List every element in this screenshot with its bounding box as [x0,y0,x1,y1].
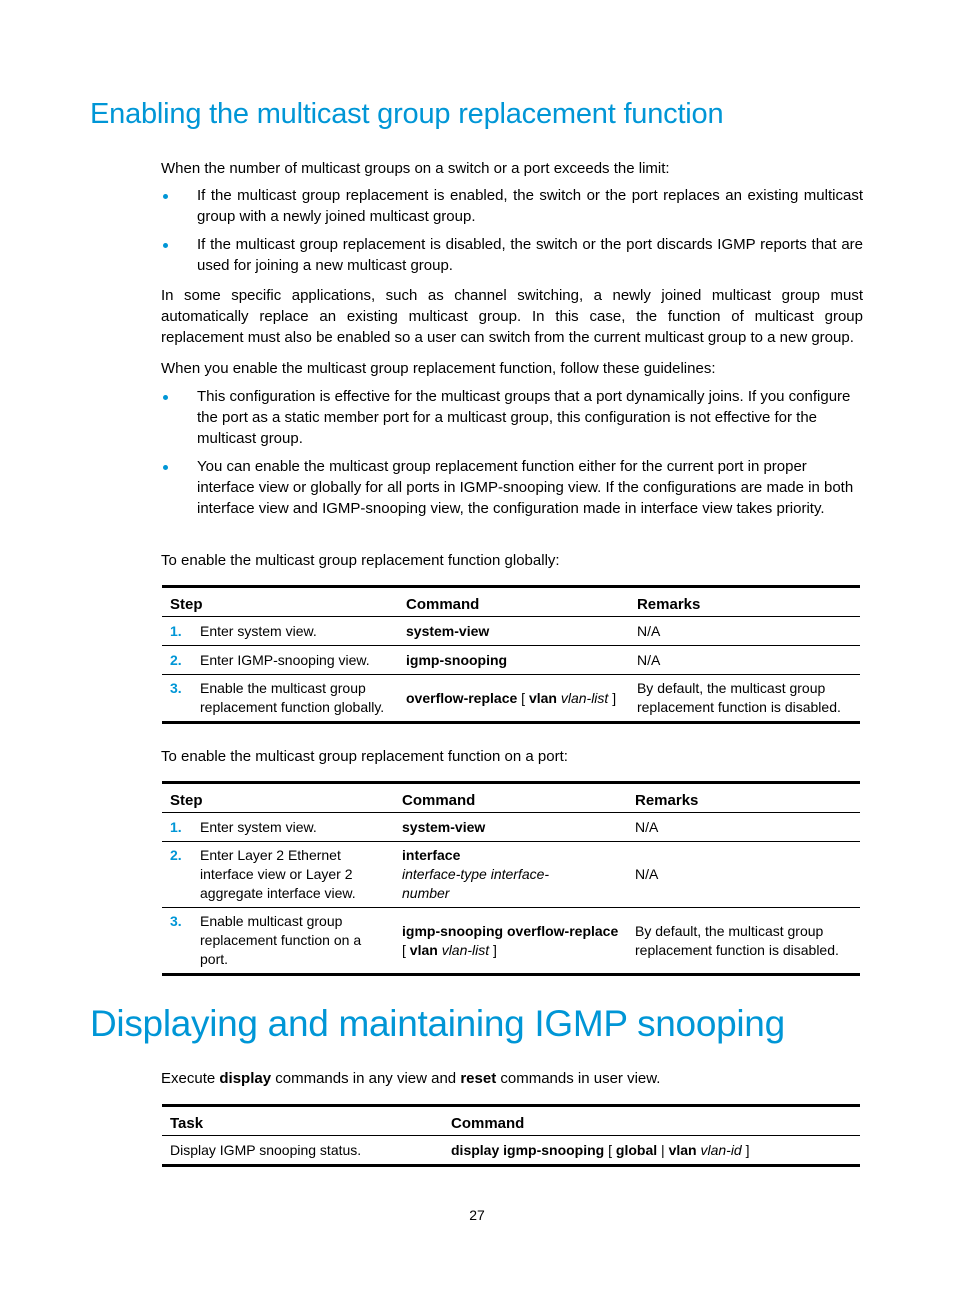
section-title-multicast-replacement: Enabling the multicast group replacement function [90,98,724,130]
section-title-displaying-igmp: Displaying and maintaining IGMP snooping [90,1003,785,1044]
table-row [162,813,860,842]
command-text: igmp-snooping overflow-replace [ vlan vlan-list ] [402,922,619,958]
bullet-text: If the multicast group replacement is disabled, the switch or the port discards IGMP reports that are used for joining a new multicast group. [197,236,863,274]
step-number: 1. [170,818,182,835]
command-text: system-view [402,818,486,835]
step-text: Enter system view. [200,622,317,639]
bullet-text: You can enable the multicast group replacement function either for the current port in proper interface view or globally for all ports in IGMP-snooping view. If the configurations are made in both interface view and IGMP-snooping view, the configuration made in interface view takes priority. [197,458,854,517]
step-number: 3. [170,680,182,696]
table-row [162,908,860,975]
step-text: Enter IGMP-snooping view. [200,651,370,668]
display-commands-table [162,1104,860,1167]
bullet-item [161,386,863,449]
bullet-dot-icon [163,243,168,248]
command-text: overflow-replace [ vlan vlan-list ] [406,689,617,706]
table-row [162,617,860,646]
page-number: 27 [469,1207,485,1223]
bullet-item [161,456,863,519]
col-header-task: Task [170,1115,204,1132]
col-header-remarks: Remarks [636,596,701,613]
global-config-table [162,585,860,724]
bullet-item [161,185,863,227]
bullet-dot-icon [163,194,168,199]
table1-intro: To enable the multicast group replacement function globally: [161,552,560,569]
col-header-remarks: Remarks [635,792,699,809]
step-number: 3. [170,913,182,929]
bullet-item [161,234,863,276]
table-header-row [162,783,860,813]
remarks-text: N/A [636,651,661,668]
step-text: Enable multicast group replacement function on a port. [200,913,362,967]
col-header-command: Command [406,596,480,613]
remarks-text: N/A [635,818,659,835]
intro-paragraph: When the number of multicast groups on a switch or a port exceeds the limit: [161,160,670,177]
step-number: 2. [170,651,182,668]
table-row [162,842,860,908]
task-text: Display IGMP snooping status. [170,1141,362,1158]
col-header-command: Command [402,792,476,809]
table-header-row [162,1106,860,1136]
section2-intro: Execute display commands in any view and reset commands in user view. [161,1070,661,1087]
command-text: interface interface-type interface-number [402,847,550,901]
paragraph: When you enable the multicast group replacement function, follow these guidelines: [161,360,716,377]
step-number: 2. [170,847,182,863]
remarks-text: By default, the multicast group replacement function is disabled. [636,680,841,715]
paragraph: In some specific applications, such as channel switching, a newly joined multicast group must automatically replace an existing multicast group. In this case, the function of multicast group replacement must also be enabled so a user can switch from the current multicast group to a new group. [161,287,863,346]
remarks-text: N/A [636,622,661,639]
port-config-table [162,781,860,976]
command-text: igmp-snooping [406,651,508,668]
step-text: Enable the multicast group replacement function globally. [200,680,385,715]
col-header-step: Step [170,596,203,613]
table2-intro: To enable the multicast group replacement function on a port: [161,748,568,765]
bullet-text: If the multicast group replacement is enabled, the switch or the port replaces an existing multicast group with a newly joined multicast group. [197,187,863,225]
step-number: 1. [170,622,182,639]
table-row [162,675,860,723]
bullet-text: This configuration is effective for the multicast groups that a port dynamically joins. If you configure the port as a static member port for a multicast group, this configuration is not effective for the multicast group. [197,388,851,447]
bullet-dot-icon [163,465,168,470]
remarks-text: By default, the multicast group replacement function is disabled. [635,922,839,958]
command-text: display igmp-snooping [ global | vlan vlan-id ] [451,1141,750,1158]
bullet-dot-icon [163,395,168,400]
col-header-command: Command [451,1115,525,1132]
table-header-row [162,587,860,617]
step-text: Enter system view. [200,818,317,835]
command-text: system-view [406,622,490,639]
table-row [162,1136,860,1166]
col-header-step: Step [170,792,203,809]
remarks-text: N/A [635,866,659,882]
table-row [162,646,860,675]
step-text: Enter Layer 2 Ethernet interface view or Layer 2 aggregate interface view. [200,847,356,901]
